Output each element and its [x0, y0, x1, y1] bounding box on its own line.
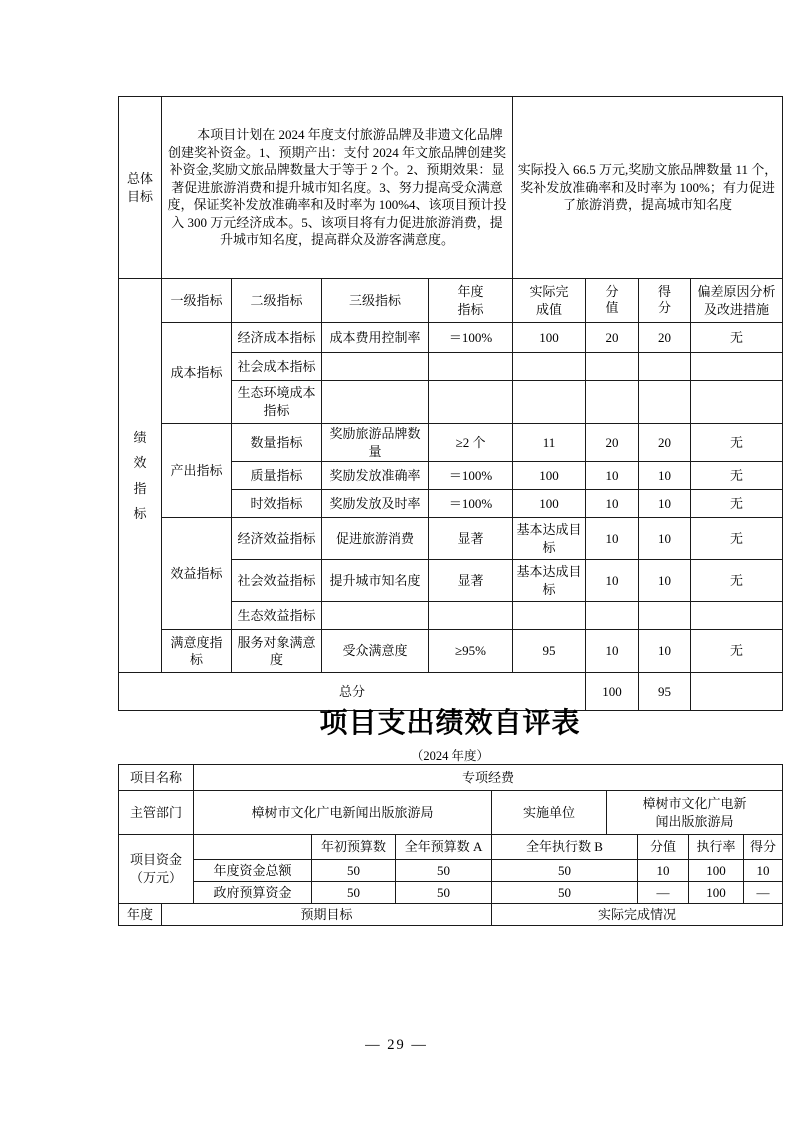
side-label-text: 绩效指标 [133, 429, 147, 521]
page-subtitle: （2024 年度） [410, 749, 490, 763]
table-row [119, 424, 783, 462]
actual-value: 基本达成目标 [513, 560, 586, 602]
col-header-points: 得分 [639, 279, 691, 323]
actual-completion-header: 实际完成情况 [492, 904, 783, 926]
score-value: 10 [638, 860, 689, 882]
indicator-l2: 时效指标 [232, 490, 322, 518]
col-header-level3: 三级指标 [322, 279, 429, 323]
table-row [119, 323, 783, 353]
empty-cell [691, 602, 783, 630]
project-name-row [119, 765, 783, 791]
col-header-points: 得分 [744, 835, 783, 860]
category-cost-indicator: 成本指标 [162, 323, 232, 424]
actual-value: 基本达成目标 [513, 518, 586, 560]
deviation-value: 无 [691, 490, 783, 518]
department-label: 主管部门 [119, 791, 194, 835]
actual-value: 100 [513, 490, 586, 518]
empty-cell [691, 381, 783, 424]
total-points-value: 95 [639, 673, 691, 711]
indicator-l2: 经济效益指标 [232, 518, 322, 560]
overall-goal-actual: 实际投入 66.5 万元,奖励文旅品牌数量 11 个，奖补发放准确率和及时率为 100%；有力促进了旅游消费，提高城市知名度 [513, 97, 783, 279]
col-header-deviation: 偏差原因分析及改进措施 [691, 279, 783, 323]
side-label-performance-indicators [119, 279, 162, 673]
col-header-annual-execution: 全年执行数 B [492, 835, 638, 860]
indicator-l3: 成本费用控制率 [322, 323, 429, 353]
indicator-l3: 受众满意度 [322, 630, 429, 673]
indicator-l3: 提升城市知名度 [322, 560, 429, 602]
overall-goal-plan: 本项目计划在 2024 年度支付旅游品牌及非遗文化品牌创建奖补资金。1、预期产出：支付 2024 年文旅品牌创建奖补资金,奖励文旅品牌数量大于等于 2 个。2、预期效果：显著促进旅游消费和提升城市知名度。3、努力提高受众满意度，保证奖补发放准确率和及时率为 100%4、该项目预计投入 300 万元经济成本。5、该项目将有力促进旅游消费，提升城市知名度，提高群众及游客满意度。 [162, 97, 513, 279]
empty-cell [513, 602, 586, 630]
score-value: — [638, 882, 689, 904]
deviation-value: 无 [691, 518, 783, 560]
category-satisfaction-indicator: 满意度指标 [162, 630, 232, 673]
empty-cell [586, 602, 639, 630]
project-name-value: 专项经费 [194, 765, 783, 791]
annual-target: ≥95% [429, 630, 513, 673]
expected-goal-header: 预期目标 [162, 904, 492, 926]
performance-indicator-table [118, 96, 783, 711]
score-value: 10 [586, 630, 639, 673]
empty-cell [322, 381, 429, 424]
fund-value: 50 [396, 882, 492, 904]
empty-cell [586, 381, 639, 424]
fund-header-row [119, 835, 783, 860]
table-row [119, 518, 783, 560]
table-row [119, 882, 783, 904]
table-row [119, 630, 783, 673]
page-number: — 29 — [365, 1037, 428, 1053]
empty-cell [513, 353, 586, 381]
empty-cell [639, 353, 691, 381]
overall-goal-label: 总体目标 [119, 97, 162, 279]
score-value: 10 [586, 518, 639, 560]
indicator-l2: 经济成本指标 [232, 323, 322, 353]
empty-cell [513, 381, 586, 424]
department-row [119, 791, 783, 835]
annual-target: ＝100% [429, 490, 513, 518]
score-value: 20 [586, 323, 639, 353]
col-header-annual-target: 年度指标 [429, 279, 513, 323]
empty-cell [429, 602, 513, 630]
points-value: 10 [639, 630, 691, 673]
annual-target: 显著 [429, 560, 513, 602]
fund-row-label: 政府预算资金 [194, 882, 312, 904]
actual-value: 95 [513, 630, 586, 673]
empty-cell [194, 835, 312, 860]
indicator-l2: 服务对象满意度 [232, 630, 322, 673]
year-label: 年度 [119, 904, 162, 926]
deviation-value: 无 [691, 462, 783, 490]
indicator-l2: 社会效益指标 [232, 560, 322, 602]
empty-cell [639, 381, 691, 424]
overall-goal-row [119, 97, 783, 279]
project-expenditure-table [118, 764, 783, 926]
col-header-score: 分值 [638, 835, 689, 860]
col-header-annual-budget: 全年预算数 A [396, 835, 492, 860]
points-value: 10 [639, 490, 691, 518]
indicator-l2: 质量指标 [232, 462, 322, 490]
indicator-l3: 促进旅游消费 [322, 518, 429, 560]
indicator-l3: 奖励旅游品牌数量 [322, 424, 429, 462]
empty-cell [322, 353, 429, 381]
col-header-level1: 一级指标 [162, 279, 232, 323]
points-value: 20 [639, 424, 691, 462]
col-header-execution-rate: 执行率 [689, 835, 744, 860]
annual-target: ≥2 个 [429, 424, 513, 462]
points-value: 20 [639, 323, 691, 353]
empty-cell [429, 381, 513, 424]
points-value: 10 [744, 860, 783, 882]
deviation-value: 无 [691, 323, 783, 353]
indicator-header-row [119, 279, 783, 323]
points-value: 10 [639, 462, 691, 490]
indicator-l3: 奖励发放准确率 [322, 462, 429, 490]
actual-value: 100 [513, 323, 586, 353]
empty-cell [429, 353, 513, 381]
score-value: 10 [586, 490, 639, 518]
year-goal-row [119, 904, 783, 926]
rate-value: 100 [689, 860, 744, 882]
deviation-value: 无 [691, 560, 783, 602]
points-value: 10 [639, 518, 691, 560]
rate-value: 100 [689, 882, 744, 904]
fund-value: 50 [396, 860, 492, 882]
empty-cell [322, 602, 429, 630]
indicator-l3: 奖励发放及时率 [322, 490, 429, 518]
indicator-l2: 生态环境成本指标 [232, 381, 322, 424]
empty-cell [586, 353, 639, 381]
score-value: 10 [586, 560, 639, 602]
points-value: — [744, 882, 783, 904]
page-title: 项目支出绩效自评表 [319, 707, 581, 738]
fund-row-label: 年度资金总额 [194, 860, 312, 882]
empty-cell [639, 602, 691, 630]
deviation-value: 无 [691, 424, 783, 462]
score-value: 10 [586, 462, 639, 490]
annual-target: ＝100% [429, 323, 513, 353]
table-row [119, 860, 783, 882]
project-name-label: 项目名称 [119, 765, 194, 791]
category-benefit-indicator: 效益指标 [162, 518, 232, 630]
implementing-unit-value: 樟树市文化广电新闻出版旅游局 [607, 791, 783, 835]
indicator-l2: 社会成本指标 [232, 353, 322, 381]
annual-target: ＝100% [429, 462, 513, 490]
indicator-l2: 数量指标 [232, 424, 322, 462]
actual-value: 100 [513, 462, 586, 490]
total-label: 总分 [119, 673, 586, 711]
empty-cell [691, 353, 783, 381]
fund-value: 50 [312, 882, 396, 904]
fund-value: 50 [492, 860, 638, 882]
score-value: 20 [586, 424, 639, 462]
implementing-unit-label: 实施单位 [492, 791, 607, 835]
annual-target: 显著 [429, 518, 513, 560]
points-value: 10 [639, 560, 691, 602]
project-fund-label: 项目资金（万元） [119, 835, 194, 904]
col-header-level2: 二级指标 [232, 279, 322, 323]
col-header-actual-value: 实际完成值 [513, 279, 586, 323]
department-value: 樟树市文化广电新闻出版旅游局 [194, 791, 492, 835]
indicator-l2: 生态效益指标 [232, 602, 322, 630]
actual-value: 11 [513, 424, 586, 462]
category-output-indicator: 产出指标 [162, 424, 232, 518]
fund-value: 50 [492, 882, 638, 904]
fund-value: 50 [312, 860, 396, 882]
deviation-value: 无 [691, 630, 783, 673]
col-header-initial-budget: 年初预算数 [312, 835, 396, 860]
col-header-score: 分值 [586, 279, 639, 323]
total-score-value: 100 [586, 673, 639, 711]
